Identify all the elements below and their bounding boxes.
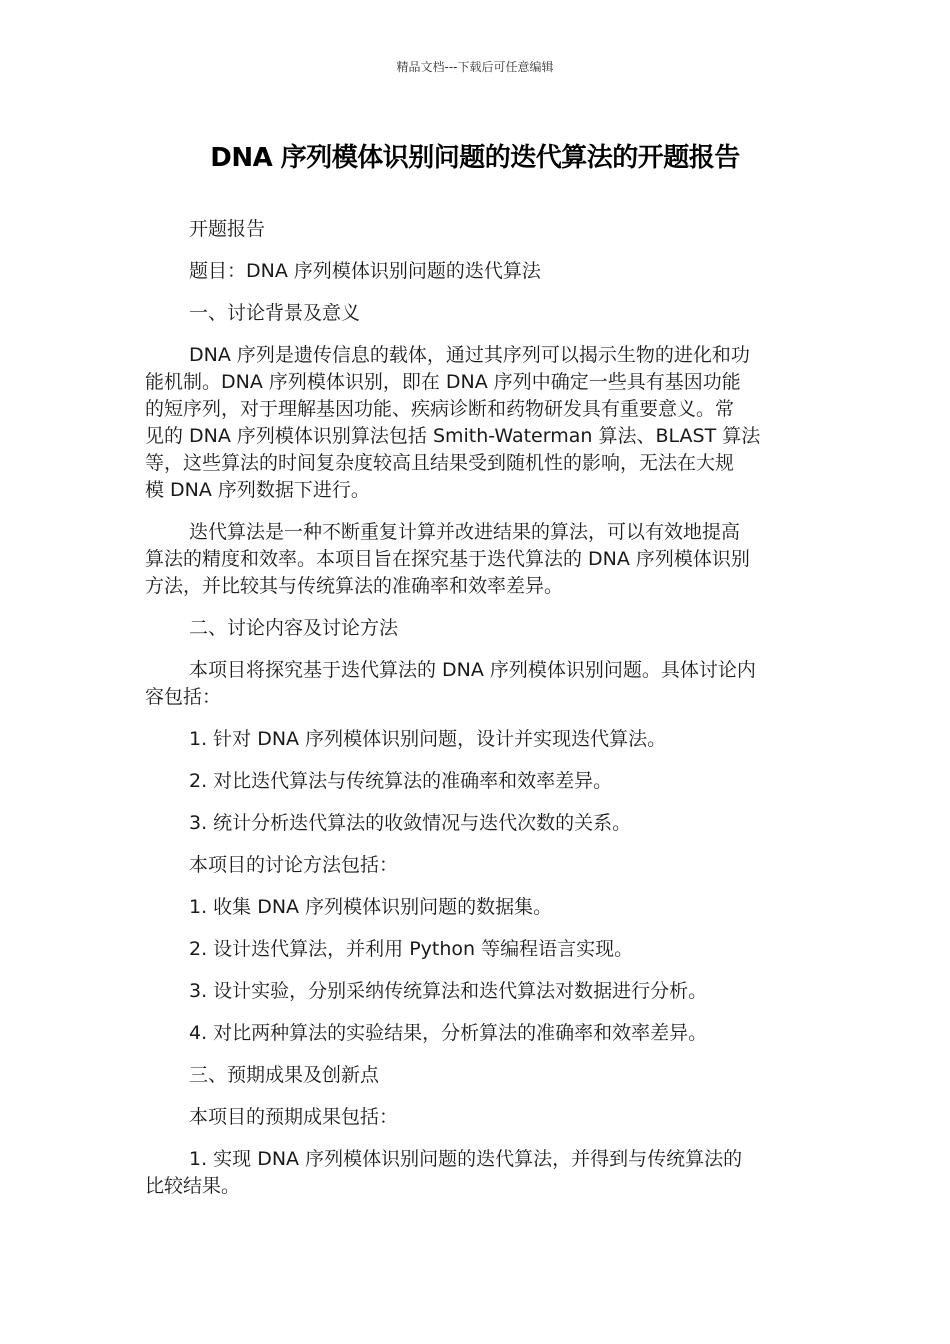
text-line: 3. 设计实验，分别采纳传统算法和迭代算法对数据进行分析。	[189, 980, 708, 1002]
text-line: 等，这些算法的时间复杂度较高且结果受到随机性的影响，无法在大规	[145, 452, 735, 474]
text-line: 本项目的预期成果包括：	[189, 1106, 399, 1128]
list-item	[145, 810, 809, 837]
paragraph	[145, 342, 809, 504]
text-line: 开题报告	[189, 218, 266, 240]
text-line: 2. 设计迭代算法，并利用 Python 等编程语言实现。	[189, 938, 634, 960]
paragraph	[145, 852, 809, 879]
document-body	[145, 216, 809, 1200]
text-line: 二、讨论内容及讨论方法	[189, 617, 399, 639]
document-title: DNA 序列模体识别问题的迭代算法的开题报告	[210, 143, 740, 173]
text-line: 题目：DNA 序列模体识别问题的迭代算法	[189, 260, 541, 282]
paragraph	[145, 657, 809, 711]
text-line: 算法的精度和效率。本项目旨在探究基于迭代算法的 DNA 序列模体识别	[145, 548, 750, 570]
text-line: DNA 序列是遗传信息的载体，通过其序列可以揭示生物的进化和功	[189, 344, 750, 366]
text-line: 能机制。DNA 序列模体识别，即在 DNA 序列中确定一些具有基因功能	[145, 371, 741, 393]
paragraph	[145, 1104, 809, 1131]
text-line: 的短序列，对于理解基因功能、疾病诊断和药物研发具有重要意义。常	[145, 398, 735, 420]
text-line: 方法，并比较其与传统算法的准确率和效率差异。	[145, 575, 564, 597]
text-line: 见的 DNA 序列模体识别算法包括 Smith-Waterman 算法、BLAST 算法	[145, 425, 761, 447]
section-heading	[145, 300, 809, 327]
list-item	[145, 1020, 809, 1047]
list-item	[145, 1146, 809, 1200]
text-line: 迭代算法是一种不断重复计算并改进结果的算法，可以有效地提高	[189, 521, 741, 543]
paragraph	[145, 519, 809, 600]
text-line: 本项目的讨论方法包括：	[189, 854, 399, 876]
text-line: 容包括：	[145, 686, 222, 708]
list-item	[145, 978, 809, 1005]
list-item	[145, 726, 809, 753]
text-line: 三、预期成果及创新点	[189, 1064, 380, 1086]
text-line: 模 DNA 序列数据下进行。	[145, 479, 370, 501]
list-item	[145, 894, 809, 921]
text-line: 4. 对比两种算法的实验结果，分析算法的准确率和效率差异。	[189, 1022, 708, 1044]
list-item	[145, 936, 809, 963]
paragraph	[145, 258, 809, 285]
text-line: 2. 对比迭代算法与传统算法的准确率和效率差异。	[189, 770, 613, 792]
list-item	[145, 768, 809, 795]
section-heading	[145, 615, 809, 642]
text-line: 1. 收集 DNA 序列模体识别问题的数据集。	[189, 896, 553, 918]
text-line: 本项目将探究基于迭代算法的 DNA 序列模体识别问题。具体讨论内	[189, 659, 756, 681]
text-line: 比较结果。	[145, 1175, 241, 1197]
text-line: 一、讨论背景及意义	[189, 302, 361, 324]
text-line: 1. 实现 DNA 序列模体识别问题的迭代算法，并得到与传统算法的	[189, 1148, 743, 1170]
paragraph	[145, 216, 809, 243]
text-line: 3. 统计分析迭代算法的收敛情况与迭代次数的关系。	[189, 812, 632, 834]
section-heading	[145, 1062, 809, 1089]
header-note: 精品文档---下载后可任意编辑	[396, 60, 554, 74]
text-line: 1. 针对 DNA 序列模体识别问题，设计并实现迭代算法。	[189, 728, 667, 750]
